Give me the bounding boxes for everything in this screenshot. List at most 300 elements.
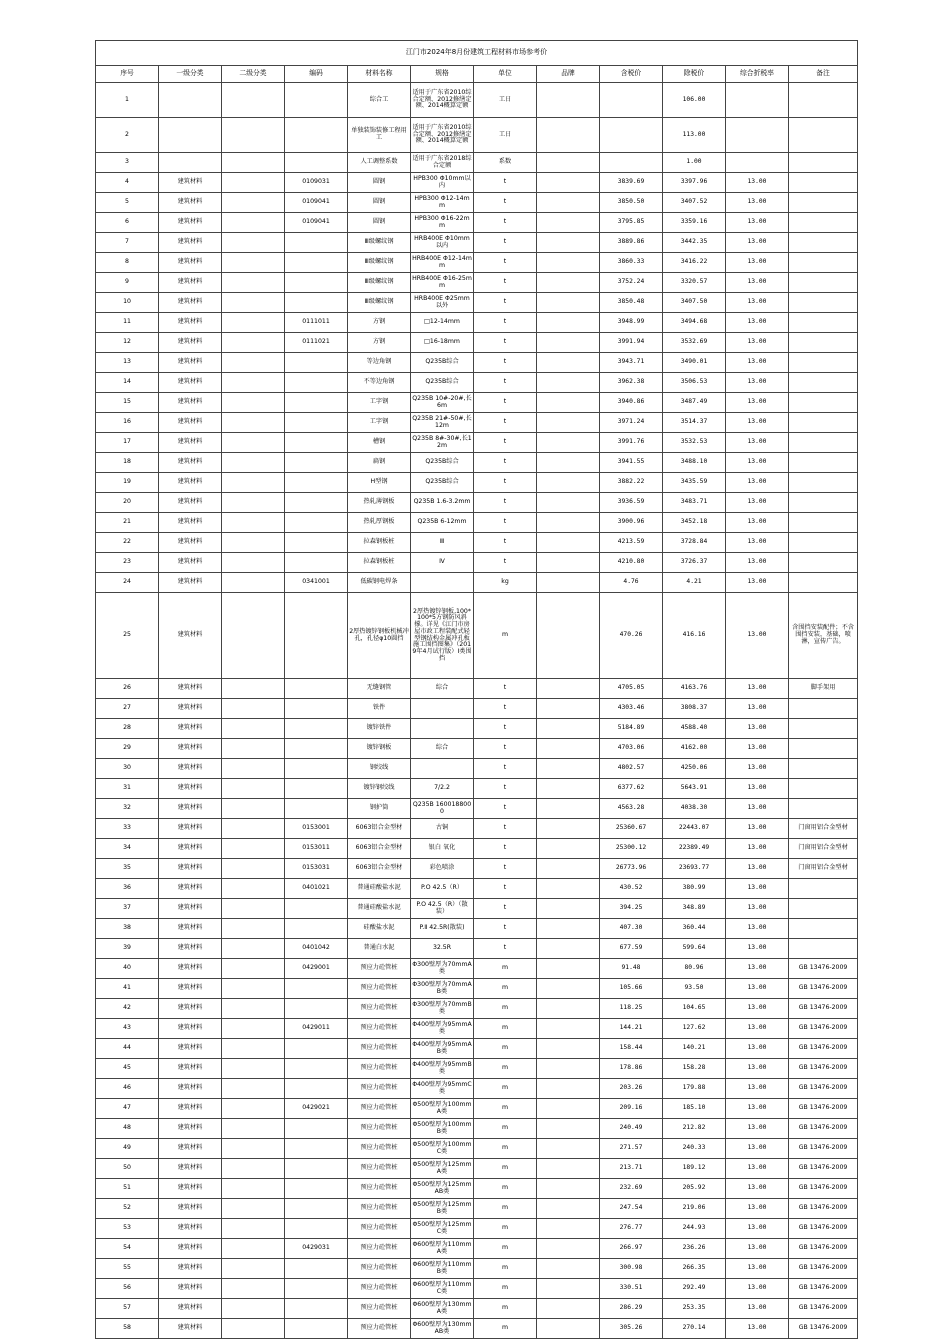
cell-category-2 bbox=[222, 493, 285, 513]
cell-tax-rate: 13.00 bbox=[726, 939, 789, 959]
cell-material-name: 预应力砼管桩 bbox=[348, 1039, 411, 1059]
cell-seq: 5 bbox=[96, 193, 159, 213]
cell-remark bbox=[789, 213, 858, 233]
cell-tax-rate: 13.00 bbox=[726, 699, 789, 719]
cell-category-2 bbox=[222, 593, 285, 679]
cell-category-1: 建筑材料 bbox=[159, 1099, 222, 1119]
cell-category-2 bbox=[222, 1319, 285, 1339]
cell-material-name: Ⅲ级螺纹钢 bbox=[348, 293, 411, 313]
cell-brand bbox=[537, 919, 600, 939]
table-row bbox=[96, 1179, 858, 1199]
cell-category-2 bbox=[222, 533, 285, 553]
cell-remark: 脚手架用 bbox=[789, 679, 858, 699]
cell-category-1: 建筑材料 bbox=[159, 819, 222, 839]
cell-seq: 44 bbox=[96, 1039, 159, 1059]
cell-remark bbox=[789, 83, 858, 118]
cell-price-notax: 127.62 bbox=[663, 1019, 726, 1039]
cell-tax-rate: 13.00 bbox=[726, 739, 789, 759]
cell-tax-rate: 13.00 bbox=[726, 1039, 789, 1059]
cell-unit: m bbox=[474, 1139, 537, 1159]
cell-category-1: 建筑材料 bbox=[159, 413, 222, 433]
cell-brand bbox=[537, 1299, 600, 1319]
cell-price-tax: 3941.55 bbox=[600, 453, 663, 473]
cell-material-name: 槽钢 bbox=[348, 433, 411, 453]
cell-material-name: 热轧厚钢板 bbox=[348, 513, 411, 533]
cell-code bbox=[285, 1319, 348, 1339]
cell-spec: Φ600壁厚为110mmB类 bbox=[411, 1259, 474, 1279]
cell-category-2 bbox=[222, 1279, 285, 1299]
cell-material-name: 预应力砼管桩 bbox=[348, 1199, 411, 1219]
cell-price-tax: 118.25 bbox=[600, 999, 663, 1019]
cell-category-1: 建筑材料 bbox=[159, 759, 222, 779]
cell-brand bbox=[537, 1199, 600, 1219]
cell-seq: 27 bbox=[96, 699, 159, 719]
cell-category-2 bbox=[222, 293, 285, 313]
cell-remark bbox=[789, 899, 858, 919]
cell-seq: 20 bbox=[96, 493, 159, 513]
cell-price-tax: 305.26 bbox=[600, 1319, 663, 1339]
cell-code: 0111011 bbox=[285, 313, 348, 333]
cell-price-tax: 91.48 bbox=[600, 959, 663, 979]
cell-spec: Φ500壁厚为125mmAB类 bbox=[411, 1179, 474, 1199]
table-row bbox=[96, 313, 858, 333]
cell-price-tax: 3860.33 bbox=[600, 253, 663, 273]
cell-remark bbox=[789, 493, 858, 513]
cell-code bbox=[285, 253, 348, 273]
cell-material-name: 预应力砼管桩 bbox=[348, 1099, 411, 1119]
cell-unit: m bbox=[474, 1299, 537, 1319]
cell-remark bbox=[789, 533, 858, 553]
cell-code bbox=[285, 739, 348, 759]
cell-unit: m bbox=[474, 1199, 537, 1219]
cell-category-1: 建筑材料 bbox=[159, 1119, 222, 1139]
cell-material-name: 圆钢 bbox=[348, 213, 411, 233]
table-row bbox=[96, 1319, 858, 1339]
cell-price-notax: 212.82 bbox=[663, 1119, 726, 1139]
cell-price-tax: 4303.46 bbox=[600, 699, 663, 719]
cell-tax-rate: 13.00 bbox=[726, 273, 789, 293]
cell-spec: P.O 42.5（R）（散装） bbox=[411, 899, 474, 919]
cell-seq: 10 bbox=[96, 293, 159, 313]
table-row bbox=[96, 253, 858, 273]
cell-brand bbox=[537, 719, 600, 739]
cell-seq: 43 bbox=[96, 1019, 159, 1039]
cell-remark: GB 13476-2009 bbox=[789, 1259, 858, 1279]
cell-category-2 bbox=[222, 1039, 285, 1059]
cell-category-1: 建筑材料 bbox=[159, 899, 222, 919]
cell-category-2 bbox=[222, 919, 285, 939]
cell-price-tax: 3850.50 bbox=[600, 193, 663, 213]
table-row bbox=[96, 719, 858, 739]
cell-category-2 bbox=[222, 353, 285, 373]
cell-material-name: 预应力砼管桩 bbox=[348, 1299, 411, 1319]
cell-remark: GB 13476-2009 bbox=[789, 1039, 858, 1059]
cell-material-name: 普通白水泥 bbox=[348, 939, 411, 959]
table-row bbox=[96, 1139, 858, 1159]
cell-spec: Φ300壁厚为70mmAB类 bbox=[411, 979, 474, 999]
cell-seq: 21 bbox=[96, 513, 159, 533]
cell-material-name: H型钢 bbox=[348, 473, 411, 493]
cell-price-notax: 3506.53 bbox=[663, 373, 726, 393]
cell-category-2 bbox=[222, 413, 285, 433]
cell-tax-rate: 13.00 bbox=[726, 313, 789, 333]
cell-category-2 bbox=[222, 1099, 285, 1119]
cell-unit: t bbox=[474, 233, 537, 253]
cell-tax-rate: 13.00 bbox=[726, 233, 789, 253]
cell-spec: Ⅳ bbox=[411, 553, 474, 573]
cell-remark: GB 13476-2009 bbox=[789, 999, 858, 1019]
cell-price-notax: 266.35 bbox=[663, 1259, 726, 1279]
cell-category-1: 建筑材料 bbox=[159, 879, 222, 899]
cell-seq: 17 bbox=[96, 433, 159, 453]
cell-unit: m bbox=[474, 1059, 537, 1079]
table-row bbox=[96, 1019, 858, 1039]
cell-price-notax: 3320.57 bbox=[663, 273, 726, 293]
cell-remark: 门窗用铝合金型材 bbox=[789, 819, 858, 839]
cell-unit: m bbox=[474, 1259, 537, 1279]
cell-price-notax: 22443.07 bbox=[663, 819, 726, 839]
header-remark: 备注 bbox=[789, 66, 858, 83]
cell-unit: m bbox=[474, 1099, 537, 1119]
cell-seq: 4 bbox=[96, 173, 159, 193]
header-seq: 序号 bbox=[96, 66, 159, 83]
cell-brand bbox=[537, 1079, 600, 1099]
cell-seq: 54 bbox=[96, 1239, 159, 1259]
cell-spec bbox=[411, 573, 474, 593]
cell-remark bbox=[789, 313, 858, 333]
cell-seq: 45 bbox=[96, 1059, 159, 1079]
cell-tax-rate: 13.00 bbox=[726, 759, 789, 779]
cell-brand bbox=[537, 679, 600, 699]
cell-brand bbox=[537, 493, 600, 513]
cell-spec: HRB400E Φ12-14mm bbox=[411, 253, 474, 273]
cell-tax-rate: 13.00 bbox=[726, 859, 789, 879]
cell-unit: m bbox=[474, 1039, 537, 1059]
cell-brand bbox=[537, 1099, 600, 1119]
cell-remark bbox=[789, 759, 858, 779]
cell-tax-rate: 13.00 bbox=[726, 899, 789, 919]
cell-category-1: 建筑材料 bbox=[159, 1319, 222, 1339]
cell-price-tax: 232.69 bbox=[600, 1179, 663, 1199]
table-row bbox=[96, 1279, 858, 1299]
cell-brand bbox=[537, 1219, 600, 1239]
cell-tax-rate: 13.00 bbox=[726, 979, 789, 999]
cell-tax-rate: 13.00 bbox=[726, 1099, 789, 1119]
cell-price-tax: 3936.59 bbox=[600, 493, 663, 513]
cell-tax-rate: 13.00 bbox=[726, 293, 789, 313]
cell-unit: t bbox=[474, 213, 537, 233]
cell-code: 0429001 bbox=[285, 959, 348, 979]
cell-unit: t bbox=[474, 799, 537, 819]
cell-material-name: 6063铝合金型材 bbox=[348, 859, 411, 879]
cell-brand bbox=[537, 83, 600, 118]
cell-category-2 bbox=[222, 1299, 285, 1319]
table-row bbox=[96, 118, 858, 153]
cell-category-2 bbox=[222, 879, 285, 899]
cell-code: 0109041 bbox=[285, 213, 348, 233]
cell-price-tax: 240.49 bbox=[600, 1119, 663, 1139]
cell-price-tax: 3971.24 bbox=[600, 413, 663, 433]
cell-remark bbox=[789, 153, 858, 173]
table-row bbox=[96, 293, 858, 313]
cell-seq: 42 bbox=[96, 999, 159, 1019]
cell-spec: 古铜 bbox=[411, 819, 474, 839]
cell-seq: 50 bbox=[96, 1159, 159, 1179]
cell-category-1: 建筑材料 bbox=[159, 293, 222, 313]
cell-category-2 bbox=[222, 679, 285, 699]
cell-remark: GB 13476-2009 bbox=[789, 1159, 858, 1179]
cell-material-name: 普通硅酸盐水泥 bbox=[348, 899, 411, 919]
cell-price-tax: 105.66 bbox=[600, 979, 663, 999]
cell-unit: t bbox=[474, 759, 537, 779]
cell-material-name: 方钢 bbox=[348, 313, 411, 333]
cell-brand bbox=[537, 1259, 600, 1279]
cell-remark bbox=[789, 879, 858, 899]
cell-tax-rate: 13.00 bbox=[726, 573, 789, 593]
table-row bbox=[96, 679, 858, 699]
cell-remark bbox=[789, 939, 858, 959]
cell-brand bbox=[537, 699, 600, 719]
cell-spec: Φ400壁厚为95mmAB类 bbox=[411, 1039, 474, 1059]
cell-price-notax: 3726.37 bbox=[663, 553, 726, 573]
cell-brand bbox=[537, 573, 600, 593]
table-row bbox=[96, 333, 858, 353]
cell-unit: t bbox=[474, 413, 537, 433]
cell-material-name: 预应力砼管桩 bbox=[348, 1019, 411, 1039]
cell-remark bbox=[789, 293, 858, 313]
cell-price-notax: 3442.35 bbox=[663, 233, 726, 253]
cell-price-tax: 271.57 bbox=[600, 1139, 663, 1159]
cell-price-notax: 93.50 bbox=[663, 979, 726, 999]
cell-code bbox=[285, 1179, 348, 1199]
cell-brand bbox=[537, 1279, 600, 1299]
cell-price-tax: 3962.38 bbox=[600, 373, 663, 393]
table-row bbox=[96, 1239, 858, 1259]
cell-spec: Q235B 6-12mm bbox=[411, 513, 474, 533]
cell-spec: HRB400E Φ25mm以外 bbox=[411, 293, 474, 313]
cell-category-2 bbox=[222, 553, 285, 573]
table-row bbox=[96, 1219, 858, 1239]
cell-unit: t bbox=[474, 493, 537, 513]
cell-tax-rate: 13.00 bbox=[726, 533, 789, 553]
cell-remark bbox=[789, 333, 858, 353]
cell-seq: 34 bbox=[96, 839, 159, 859]
cell-spec: Q235B综合 bbox=[411, 473, 474, 493]
cell-code: 0341001 bbox=[285, 573, 348, 593]
cell-category-1: 建筑材料 bbox=[159, 333, 222, 353]
cell-unit: t bbox=[474, 819, 537, 839]
cell-category-2 bbox=[222, 1259, 285, 1279]
cell-tax-rate: 13.00 bbox=[726, 999, 789, 1019]
cell-material-name: 圆钢 bbox=[348, 173, 411, 193]
cell-category-1: 建筑材料 bbox=[159, 1199, 222, 1219]
table-row bbox=[96, 1199, 858, 1219]
cell-category-2 bbox=[222, 1199, 285, 1219]
cell-code bbox=[285, 799, 348, 819]
cell-code bbox=[285, 83, 348, 118]
cell-category-1: 建筑材料 bbox=[159, 213, 222, 233]
cell-price-notax: 3514.37 bbox=[663, 413, 726, 433]
table-row bbox=[96, 759, 858, 779]
cell-spec: Φ600壁厚为130mmAB类 bbox=[411, 1319, 474, 1339]
cell-remark bbox=[789, 453, 858, 473]
cell-category-2 bbox=[222, 193, 285, 213]
title-row bbox=[96, 41, 858, 66]
cell-remark bbox=[789, 919, 858, 939]
cell-code bbox=[285, 353, 348, 373]
cell-tax-rate: 13.00 bbox=[726, 1219, 789, 1239]
cell-seq: 18 bbox=[96, 453, 159, 473]
cell-code: 0109031 bbox=[285, 173, 348, 193]
cell-price-tax: 3940.86 bbox=[600, 393, 663, 413]
cell-material-name: 预应力砼管桩 bbox=[348, 1179, 411, 1199]
cell-spec: 适用于广东省2010综合定额、2012修缮定额、2014概算定额 bbox=[411, 118, 474, 153]
table-row bbox=[96, 979, 858, 999]
cell-code bbox=[285, 1079, 348, 1099]
cell-seq: 58 bbox=[96, 1319, 159, 1339]
cell-code bbox=[285, 1159, 348, 1179]
cell-unit: t bbox=[474, 193, 537, 213]
header-code: 编码 bbox=[285, 66, 348, 83]
cell-price-tax bbox=[600, 83, 663, 118]
cell-code: 0153031 bbox=[285, 859, 348, 879]
cell-remark: GB 13476-2009 bbox=[789, 1099, 858, 1119]
cell-tax-rate: 13.00 bbox=[726, 513, 789, 533]
cell-seq: 12 bbox=[96, 333, 159, 353]
cell-seq: 11 bbox=[96, 313, 159, 333]
cell-spec: HPB300 Φ10mm以内 bbox=[411, 173, 474, 193]
cell-material-name: 人工调整系数 bbox=[348, 153, 411, 173]
cell-tax-rate: 13.00 bbox=[726, 819, 789, 839]
cell-brand bbox=[537, 759, 600, 779]
cell-price-tax: 5184.89 bbox=[600, 719, 663, 739]
cell-category-1: 建筑材料 bbox=[159, 739, 222, 759]
cell-category-1: 建筑材料 bbox=[159, 493, 222, 513]
cell-unit: t bbox=[474, 453, 537, 473]
cell-unit: t bbox=[474, 839, 537, 859]
cell-spec: Φ600壁厚为110mmC类 bbox=[411, 1279, 474, 1299]
cell-code bbox=[285, 553, 348, 573]
table-row bbox=[96, 1259, 858, 1279]
cell-category-2 bbox=[222, 313, 285, 333]
cell-code bbox=[285, 1039, 348, 1059]
cell-category-1: 建筑材料 bbox=[159, 839, 222, 859]
cell-material-name: 不等边角钢 bbox=[348, 373, 411, 393]
cell-price-tax: 3991.94 bbox=[600, 333, 663, 353]
cell-price-tax: 25360.67 bbox=[600, 819, 663, 839]
cell-material-name: 硅酸盐水泥 bbox=[348, 919, 411, 939]
cell-category-2 bbox=[222, 513, 285, 533]
cell-unit: t bbox=[474, 533, 537, 553]
cell-unit: m bbox=[474, 1279, 537, 1299]
cell-price-tax: 286.29 bbox=[600, 1299, 663, 1319]
cell-brand bbox=[537, 999, 600, 1019]
cell-category-2 bbox=[222, 899, 285, 919]
cell-price-tax: 3948.99 bbox=[600, 313, 663, 333]
table-row bbox=[96, 739, 858, 759]
cell-seq: 2 bbox=[96, 118, 159, 153]
cell-spec: 适用于广东省2010综合定额、2012修缮定额、2014概算定额 bbox=[411, 83, 474, 118]
cell-price-tax: 4.76 bbox=[600, 573, 663, 593]
cell-price-tax: 247.54 bbox=[600, 1199, 663, 1219]
cell-code bbox=[285, 1219, 348, 1239]
cell-price-tax: 4802.57 bbox=[600, 759, 663, 779]
cell-seq: 30 bbox=[96, 759, 159, 779]
cell-remark: GB 13476-2009 bbox=[789, 1019, 858, 1039]
cell-material-name: 拉森钢板桩 bbox=[348, 553, 411, 573]
cell-tax-rate: 13.00 bbox=[726, 1059, 789, 1079]
cell-remark bbox=[789, 799, 858, 819]
cell-category-1: 建筑材料 bbox=[159, 453, 222, 473]
cell-remark bbox=[789, 779, 858, 799]
cell-price-tax: 213.71 bbox=[600, 1159, 663, 1179]
cell-price-tax: 178.86 bbox=[600, 1059, 663, 1079]
cell-price-notax: 3483.71 bbox=[663, 493, 726, 513]
cell-spec: P.O 42.5（R） bbox=[411, 879, 474, 899]
cell-code bbox=[285, 699, 348, 719]
table-row bbox=[96, 513, 858, 533]
cell-remark bbox=[789, 373, 858, 393]
cell-category-1: 建筑材料 bbox=[159, 719, 222, 739]
cell-price-notax: 3532.69 bbox=[663, 333, 726, 353]
cell-code bbox=[285, 899, 348, 919]
cell-category-1: 建筑材料 bbox=[159, 393, 222, 413]
cell-category-2 bbox=[222, 739, 285, 759]
cell-unit: t bbox=[474, 273, 537, 293]
cell-material-name: 预应力砼管桩 bbox=[348, 1239, 411, 1259]
cell-tax-rate: 13.00 bbox=[726, 719, 789, 739]
cell-price-notax: 3808.37 bbox=[663, 699, 726, 719]
cell-tax-rate: 13.00 bbox=[726, 493, 789, 513]
cell-seq: 28 bbox=[96, 719, 159, 739]
cell-brand bbox=[537, 233, 600, 253]
cell-price-notax: 104.65 bbox=[663, 999, 726, 1019]
cell-material-name: 预应力砼管桩 bbox=[348, 1139, 411, 1159]
cell-unit: m bbox=[474, 593, 537, 679]
cell-unit: t bbox=[474, 779, 537, 799]
cell-spec: Φ400壁厚为95mmA类 bbox=[411, 1019, 474, 1039]
cell-unit: t bbox=[474, 313, 537, 333]
cell-brand bbox=[537, 293, 600, 313]
cell-category-1: 建筑材料 bbox=[159, 1059, 222, 1079]
cell-brand bbox=[537, 313, 600, 333]
table-row bbox=[96, 213, 858, 233]
cell-spec: Φ500壁厚为100mmC类 bbox=[411, 1139, 474, 1159]
cell-code bbox=[285, 759, 348, 779]
cell-price-tax bbox=[600, 153, 663, 173]
cell-seq: 15 bbox=[96, 393, 159, 413]
cell-price-tax: 4703.06 bbox=[600, 739, 663, 759]
cell-brand bbox=[537, 433, 600, 453]
cell-price-notax: 140.21 bbox=[663, 1039, 726, 1059]
cell-remark: GB 13476-2009 bbox=[789, 1079, 858, 1099]
cell-category-2 bbox=[222, 819, 285, 839]
cell-price-tax: 300.98 bbox=[600, 1259, 663, 1279]
cell-remark: 门窗用铝合金型材 bbox=[789, 859, 858, 879]
cell-price-notax: 599.64 bbox=[663, 939, 726, 959]
cell-category-2 bbox=[222, 253, 285, 273]
cell-category-1: 建筑材料 bbox=[159, 1299, 222, 1319]
header-category-2: 二级分类 bbox=[222, 66, 285, 83]
table-row bbox=[96, 699, 858, 719]
cell-spec: Φ500壁厚为125mmA类 bbox=[411, 1159, 474, 1179]
table-row bbox=[96, 453, 858, 473]
cell-material-name: 普通硅酸盐水泥 bbox=[348, 879, 411, 899]
cell-unit: t bbox=[474, 919, 537, 939]
cell-spec: Q235B 10#-20#,长6m bbox=[411, 393, 474, 413]
cell-price-notax: 3397.96 bbox=[663, 173, 726, 193]
cell-unit: t bbox=[474, 739, 537, 759]
